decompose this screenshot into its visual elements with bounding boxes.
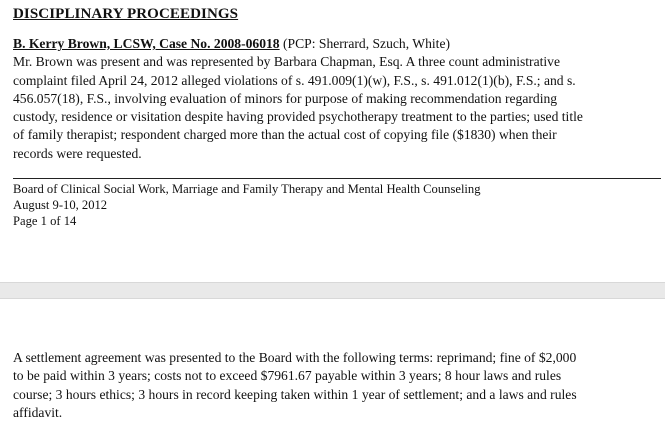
case-body-line: Mr. Brown was present and was represented by Barbara Chapman, Esq. A three count administrative (13, 54, 561, 70)
case-entry (13, 35, 658, 163)
case-body-line: records were requested. (13, 145, 142, 161)
settlement-line: A settlement agreement was presented to the Board with the following terms: reprimand; fine of $2,000 (13, 350, 577, 365)
case-body-line: complaint filed April 24, 2012 alleged violations of s. 491.009(1)(w), F.S., s. 491.012(1)(b), F.S.; and s. (13, 72, 576, 88)
case-title: B. Kerry Brown, LCSW, Case No. 2008-06018 (13, 36, 280, 51)
case-body-line: of family therapist; respondent charged more than the actual cost of copying file ($1830) when their (13, 127, 557, 143)
settlement-line: affidavit. (13, 404, 63, 420)
footer-divider (13, 178, 661, 179)
case-body-line: custody, residence or visitation despite having provided psychotherapy treatment to the parties; used title (13, 109, 583, 125)
section-heading: DISCIPLINARY PROCEEDINGS (13, 6, 239, 22)
case-body-line: 456.057(18), F.S., involving evaluation of minors for purpose of making recommendation regarding (13, 90, 558, 106)
page-footer (13, 182, 481, 229)
footer-page-number: Page 1 of 14 (13, 213, 77, 228)
page-separator (0, 282, 665, 299)
case-panel: (PCP: Sherrard, Szuch, White) (283, 36, 451, 51)
settlement-line: course; 3 hours ethics; 3 hours in record keeping taken within 1 year of settlement; and a laws and rules (13, 386, 577, 402)
footer-meeting-dates: August 9-10, 2012 (13, 197, 108, 212)
case-header-line (13, 35, 658, 53)
settlement-paragraph (13, 349, 658, 422)
settlement-line: to be paid within 3 years; costs not to exceed $7961.67 payable within 3 years; 8 hour laws and rules (13, 368, 562, 384)
footer-board-name: Board of Clinical Social Work, Marriage and Family Therapy and Mental Health Counseling (13, 182, 481, 196)
